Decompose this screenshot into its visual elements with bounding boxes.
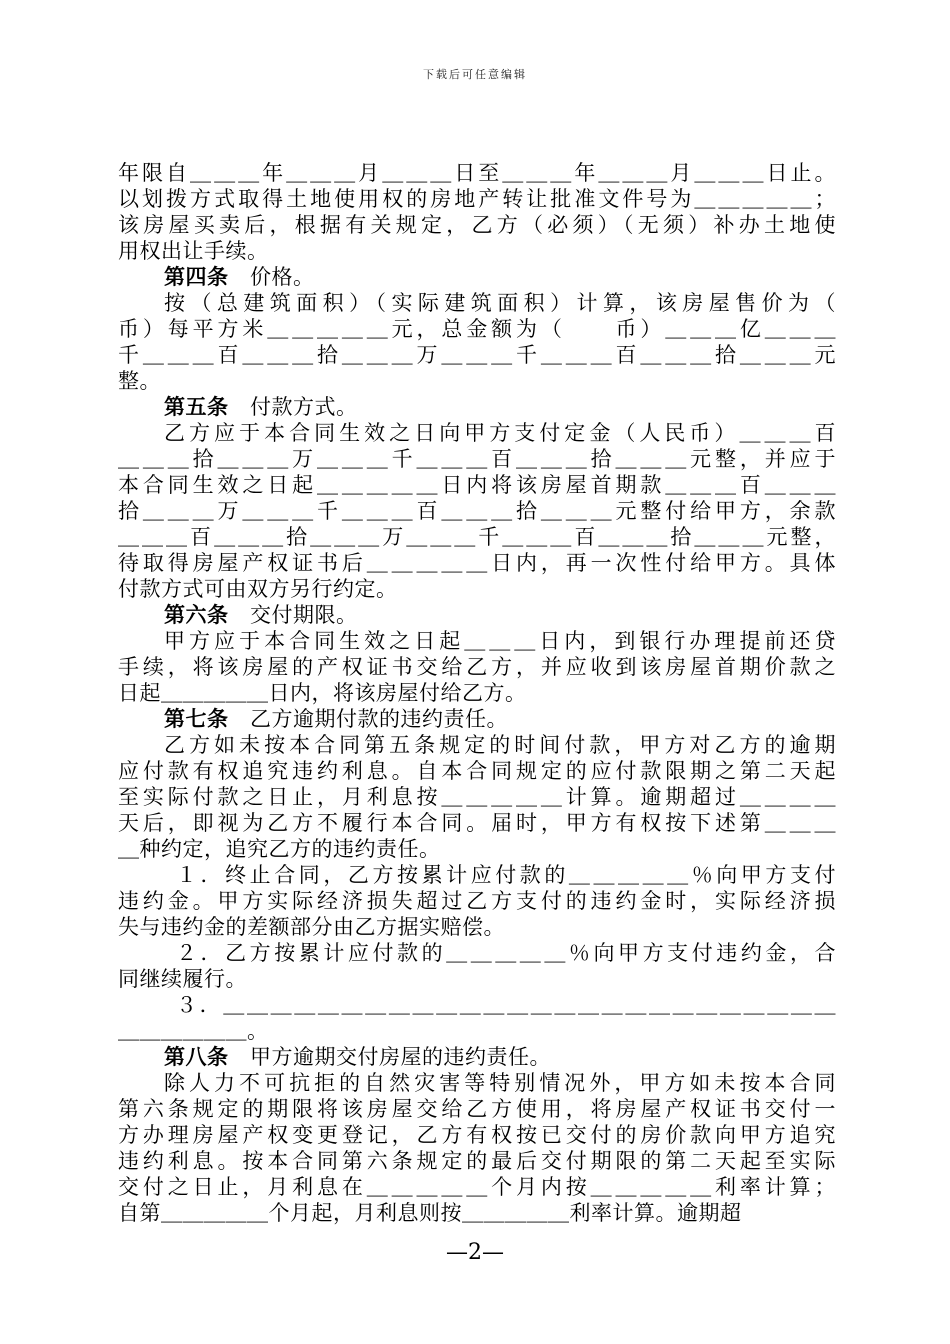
text-line xyxy=(118,1070,836,1096)
line-text: 第六条规定的期限将该房屋交给乙方使用，将房屋产权证书交付一 xyxy=(118,1097,836,1121)
text-line xyxy=(118,914,836,940)
line-text: 违约金。甲方实际经济损失超过乙方支付的违约金时，实际经济损 xyxy=(118,889,836,913)
line-text: １．终止合同，乙方按累计应付款的＿＿＿＿＿％向甲方支付 xyxy=(176,863,836,887)
line-text: ３．＿＿＿＿＿＿＿＿＿＿＿＿＿＿＿＿＿＿＿＿＿＿＿＿＿＿ xyxy=(176,993,836,1017)
line-text: 应付款有权追究违约利息。自本合同规定的应付款限期之第二天起 xyxy=(118,759,836,783)
article-number: 第八条 xyxy=(164,1044,229,1069)
text-line xyxy=(118,1148,836,1174)
text-line xyxy=(118,420,836,446)
line-text: 以划拨方式取得土地使用权的房地产转让批准文件号为＿＿＿＿＿； xyxy=(118,187,836,211)
line-text: 同继续履行。 xyxy=(118,967,247,991)
line-text: 拾＿＿＿万＿＿＿千＿＿＿百＿＿＿拾＿＿＿元整付给甲方，余款 xyxy=(118,499,836,523)
text-line xyxy=(118,966,836,992)
text-line xyxy=(118,290,836,316)
text-line xyxy=(118,888,836,914)
text-line xyxy=(118,836,836,862)
line-text: 方办理房屋产权变更登记，乙方有权按已交付的房价款向甲方追究 xyxy=(118,1123,836,1147)
text-line xyxy=(118,446,836,472)
line-text: 日起＿＿＿＿＿日内，将该房屋付给乙方。 xyxy=(118,681,527,705)
line-text: 币）每平方米＿＿＿＿＿元，总金额为（ 币）＿＿＿亿＿＿＿ xyxy=(118,317,836,341)
line-text: 失与违约金的差额部分由乙方据实赔偿。 xyxy=(118,915,505,939)
page-header: 下载后可任意编辑 xyxy=(423,68,527,81)
line-text: 本合同生效之日起＿＿＿＿＿日内将该房屋首期款＿＿＿百＿＿＿ xyxy=(118,473,836,497)
line-text: 天后，即视为乙方不履行本合同。届时，甲方有权按下述第＿＿＿ xyxy=(118,811,836,835)
text-line xyxy=(118,524,836,550)
text-line xyxy=(118,238,836,264)
line-text: 千＿＿＿百＿＿＿拾＿＿＿万＿＿＿千＿＿＿百＿＿＿拾＿＿＿元 xyxy=(118,343,836,367)
text-line xyxy=(118,680,836,706)
line-text: ２．乙方按累计应付款的＿＿＿＿＿％向甲方支付违约金，合 xyxy=(176,941,836,965)
line-text: 甲方应于本合同生效之日起＿＿＿日内，到银行办理提前还贷 xyxy=(164,629,836,653)
text-line xyxy=(118,654,836,680)
text-line xyxy=(118,1174,836,1200)
text-line xyxy=(118,498,836,524)
text-line xyxy=(118,1200,836,1226)
line-text: ＿＿＿拾＿＿＿万＿＿＿千＿＿＿百＿＿＿拾＿＿＿元整，并应于 xyxy=(118,447,836,471)
line-text: 用权出让手续。 xyxy=(118,239,269,263)
article-number: 第六条 xyxy=(164,602,229,627)
page-number: —2— xyxy=(446,1240,504,1265)
line-text: ＿种约定，追究乙方的违约责任。 xyxy=(118,837,441,861)
line-text: 该房屋买卖后，根据有关规定，乙方（必须）（无须）补办土地使 xyxy=(118,213,836,237)
line-text: 按（总建筑面积）（实际建筑面积）计算，该房屋售价为（ xyxy=(164,291,836,315)
line-text: ＿＿＿＿＿＿。 xyxy=(118,1019,269,1043)
line-text: 甲方逾期交付房屋的违约责任。 xyxy=(228,1045,551,1069)
line-text: 除人力不可抗拒的自然灾害等特别情况外，甲方如未按本合同 xyxy=(164,1071,836,1095)
article-heading-line xyxy=(118,1044,836,1070)
article-heading-line xyxy=(118,602,836,628)
line-text: 至实际付款之日止，月利息按＿＿＿＿＿计算。逾期超过＿＿＿＿ xyxy=(118,785,836,809)
line-text: 付款方式可由双方另行约定。 xyxy=(118,577,398,601)
text-line xyxy=(118,186,836,212)
line-text: 价格。 xyxy=(228,265,315,289)
text-line xyxy=(118,810,836,836)
text-line xyxy=(118,472,836,498)
document-body xyxy=(118,160,836,1226)
text-line xyxy=(118,368,836,394)
line-text: 乙方逾期付款的违约责任。 xyxy=(228,707,508,731)
article-number: 第七条 xyxy=(164,706,229,731)
text-line xyxy=(118,342,836,368)
text-line xyxy=(118,732,836,758)
line-text: 付款方式。 xyxy=(228,395,358,419)
article-number: 第五条 xyxy=(164,394,229,419)
line-text: 交付期限。 xyxy=(228,603,358,627)
text-line xyxy=(118,316,836,342)
text-line xyxy=(118,1122,836,1148)
line-text: 手续，将该房屋的产权证书交给乙方，并应收到该房屋首期价款之 xyxy=(118,655,836,679)
text-line xyxy=(118,160,836,186)
text-line xyxy=(118,758,836,784)
line-text: 乙方如未按本合同第五条规定的时间付款，甲方对乙方的逾期 xyxy=(164,733,836,757)
text-line xyxy=(118,784,836,810)
text-line xyxy=(118,628,836,654)
line-text: 交付之日止，月利息在＿＿＿＿＿个月内按＿＿＿＿＿利率计算； xyxy=(118,1175,836,1199)
text-line xyxy=(118,1096,836,1122)
line-text: 待取得房屋产权证书后＿＿＿＿＿日内，再一次性付给甲方。具体 xyxy=(118,551,836,575)
article-heading-line xyxy=(118,264,836,290)
text-line xyxy=(118,212,836,238)
text-line xyxy=(118,862,836,888)
line-text: 乙方应于本合同生效之日向甲方支付定金（人民币）＿＿＿百 xyxy=(164,421,836,445)
article-number: 第四条 xyxy=(164,264,229,289)
line-text: ＿＿＿百＿＿＿拾＿＿＿万＿＿＿千＿＿＿百＿＿＿拾＿＿＿元整， xyxy=(118,525,836,549)
line-text: 年限自＿＿＿年＿＿＿月＿＿＿日至＿＿＿年＿＿＿月＿＿＿日止。 xyxy=(118,161,836,185)
line-text: 违约利息。按本合同第六条规定的最后交付期限的第二天起至实际 xyxy=(118,1149,836,1173)
text-line xyxy=(118,992,836,1018)
text-line xyxy=(118,550,836,576)
article-heading-line xyxy=(118,394,836,420)
text-line xyxy=(118,576,836,602)
text-line xyxy=(118,940,836,966)
line-text: 整。 xyxy=(118,369,161,393)
article-heading-line xyxy=(118,706,836,732)
text-line xyxy=(118,1018,836,1044)
line-text: 自第＿＿＿＿＿个月起，月利息则按＿＿＿＿＿利率计算。逾期超 xyxy=(118,1201,742,1225)
